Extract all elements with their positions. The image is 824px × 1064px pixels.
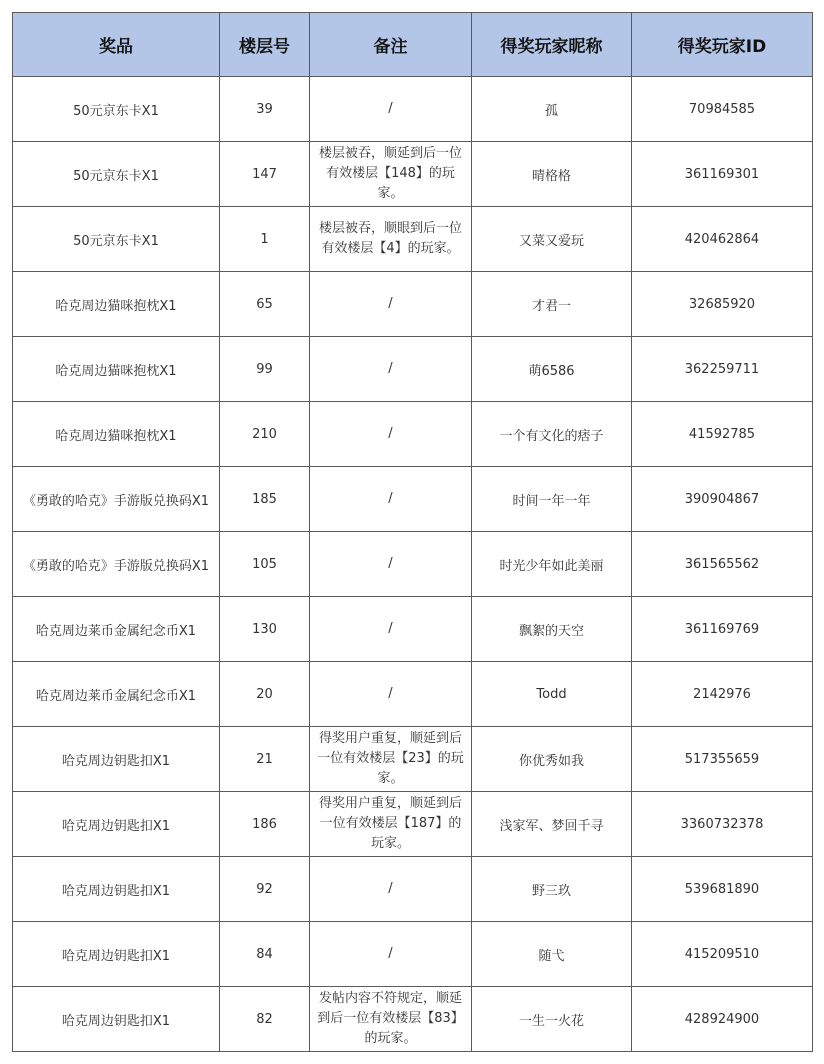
cell-player-id: 361169769 [632,597,813,662]
cell-prize: 哈克周边钥匙扣X1 [13,922,220,987]
cell-prize: 哈克周边钥匙扣X1 [13,987,220,1052]
cell-floor: 39 [220,77,310,142]
table-row [13,532,813,597]
cell-prize: 《勇敢的哈克》手游版兑换码X1 [13,532,220,597]
cell-player-id: 2142976 [632,662,813,727]
cell-player-id: 70984585 [632,77,813,142]
cell-floor: 82 [220,987,310,1052]
cell-floor: 92 [220,857,310,922]
cell-nickname: 随弋 [472,922,632,987]
cell-nickname: 萌6586 [472,337,632,402]
cell-prize: 50元京东卡X1 [13,142,220,207]
table-row [13,142,813,207]
cell-floor: 21 [220,727,310,792]
cell-player-id: 361169301 [632,142,813,207]
cell-player-id: 428924900 [632,987,813,1052]
cell-prize: 50元京东卡X1 [13,207,220,272]
cell-prize: 哈克周边猫咪抱枕X1 [13,402,220,467]
cell-player-id: 361565562 [632,532,813,597]
cell-note: / [310,467,472,532]
cell-floor: 105 [220,532,310,597]
cell-note: / [310,272,472,337]
cell-note: 楼层被吞，顺眼到后一位有效楼层【4】的玩家。 [310,207,472,272]
cell-note: 得奖用户重复，顺延到后一位有效楼层【187】的玩家。 [310,792,472,857]
table-body [13,77,813,1052]
cell-player-id: 415209510 [632,922,813,987]
cell-player-id: 362259711 [632,337,813,402]
table-row [13,792,813,857]
cell-prize: 哈克周边莱币金属纪念币X1 [13,597,220,662]
table-row [13,662,813,727]
cell-floor: 84 [220,922,310,987]
cell-floor: 65 [220,272,310,337]
cell-player-id: 539681890 [632,857,813,922]
header-nickname: 得奖玩家昵称 [472,13,632,77]
table-row [13,987,813,1052]
cell-nickname: 你优秀如我 [472,727,632,792]
cell-note: / [310,922,472,987]
header-player-id: 得奖玩家ID [632,13,813,77]
cell-prize: 哈克周边钥匙扣X1 [13,857,220,922]
cell-note: / [310,77,472,142]
cell-nickname: 野三玖 [472,857,632,922]
cell-note: / [310,597,472,662]
cell-prize: 哈克周边猫咪抱枕X1 [13,272,220,337]
cell-player-id: 41592785 [632,402,813,467]
cell-floor: 185 [220,467,310,532]
cell-floor: 99 [220,337,310,402]
cell-player-id: 3360732378 [632,792,813,857]
table-row [13,207,813,272]
cell-floor: 147 [220,142,310,207]
cell-nickname: 浅家军、梦回千寻 [472,792,632,857]
table-row [13,922,813,987]
cell-note: 楼层被吞，顺延到后一位有效楼层【148】的玩家。 [310,142,472,207]
table-row [13,727,813,792]
cell-note: / [310,857,472,922]
header-prize: 奖品 [13,13,220,77]
header-floor: 楼层号 [220,13,310,77]
cell-note: 发帖内容不符规定，顺延到后一位有效楼层【83】的玩家。 [310,987,472,1052]
cell-nickname: 一个有文化的痞子 [472,402,632,467]
cell-player-id: 390904867 [632,467,813,532]
cell-prize: 哈克周边钥匙扣X1 [13,727,220,792]
cell-floor: 130 [220,597,310,662]
table-row [13,77,813,142]
winners-table [12,12,813,1052]
table-row [13,597,813,662]
cell-nickname: 时间一年一年 [472,467,632,532]
cell-prize: 50元京东卡X1 [13,77,220,142]
cell-nickname: 又菜又爱玩 [472,207,632,272]
table-row [13,272,813,337]
cell-nickname: 时光少年如此美丽 [472,532,632,597]
cell-floor: 186 [220,792,310,857]
table-row [13,467,813,532]
cell-nickname: 飘絮的天空 [472,597,632,662]
header-note: 备注 [310,13,472,77]
cell-prize: 哈克周边猫咪抱枕X1 [13,337,220,402]
cell-nickname: 一生一火花 [472,987,632,1052]
cell-nickname: Todd [472,662,632,727]
table-row [13,337,813,402]
cell-floor: 1 [220,207,310,272]
cell-floor: 210 [220,402,310,467]
cell-note: / [310,662,472,727]
cell-player-id: 517355659 [632,727,813,792]
cell-player-id: 32685920 [632,272,813,337]
cell-prize: 哈克周边莱币金属纪念币X1 [13,662,220,727]
header-row [13,13,813,77]
table-row [13,402,813,467]
cell-nickname: 晴格格 [472,142,632,207]
cell-note: / [310,402,472,467]
cell-player-id: 420462864 [632,207,813,272]
cell-prize: 哈克周边钥匙扣X1 [13,792,220,857]
cell-nickname: 才君一 [472,272,632,337]
cell-prize: 《勇敢的哈克》手游版兑换码X1 [13,467,220,532]
cell-note: / [310,337,472,402]
cell-floor: 20 [220,662,310,727]
table-row [13,857,813,922]
cell-nickname: 孤 [472,77,632,142]
cell-note: / [310,532,472,597]
cell-note: 得奖用户重复，顺延到后一位有效楼层【23】的玩家。 [310,727,472,792]
